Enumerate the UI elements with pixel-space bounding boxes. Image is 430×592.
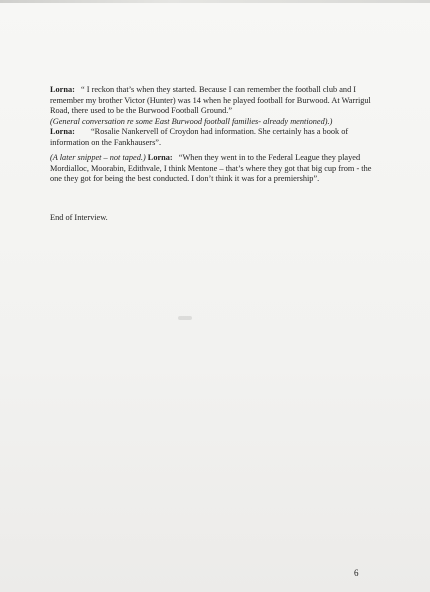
snippet-note: (A later snippet – not taped.) <box>50 153 146 162</box>
end-of-interview: End of Interview. <box>50 213 108 222</box>
paper-smudge <box>178 316 192 320</box>
interview-block-2 <box>50 153 380 185</box>
paragraph-later-snippet <box>50 153 380 185</box>
quote-text: “Rosalie Nankervell of Croydon had information. She certainly has a book of information on the Fankhausers”. <box>50 127 349 147</box>
paragraph-lorna-rosalie <box>50 127 380 148</box>
speaker-label: Lorna: <box>147 153 173 162</box>
conversation-note: (General conversation re some East Burwood football families- already mentioned).) <box>50 116 333 126</box>
interview-block-1 <box>50 85 380 148</box>
page-number: 6 <box>354 568 359 578</box>
paragraph-lorna-football <box>50 85 380 117</box>
speaker-label: Lorna: <box>50 127 75 136</box>
page-top-edge <box>0 0 430 3</box>
quote-text: “When they went in to the Federal League they played Mordialloc, Moorabin, Edithvale, I think Mentone – that’s where they got that big cup from - the one they got for being the best conducted. I don’t think it was for a premiership”. <box>50 153 372 183</box>
quote-text: “ I reckon that’s when they started. Because I can remember the football club and I remember my brother Victor (Hunter) was 14 when he played football for Burwood. At Warrigul Road, there used to be the Burwood Football Ground.” <box>50 85 371 115</box>
speaker-label: Lorna: <box>50 85 75 94</box>
interview-block-3 <box>50 213 380 224</box>
